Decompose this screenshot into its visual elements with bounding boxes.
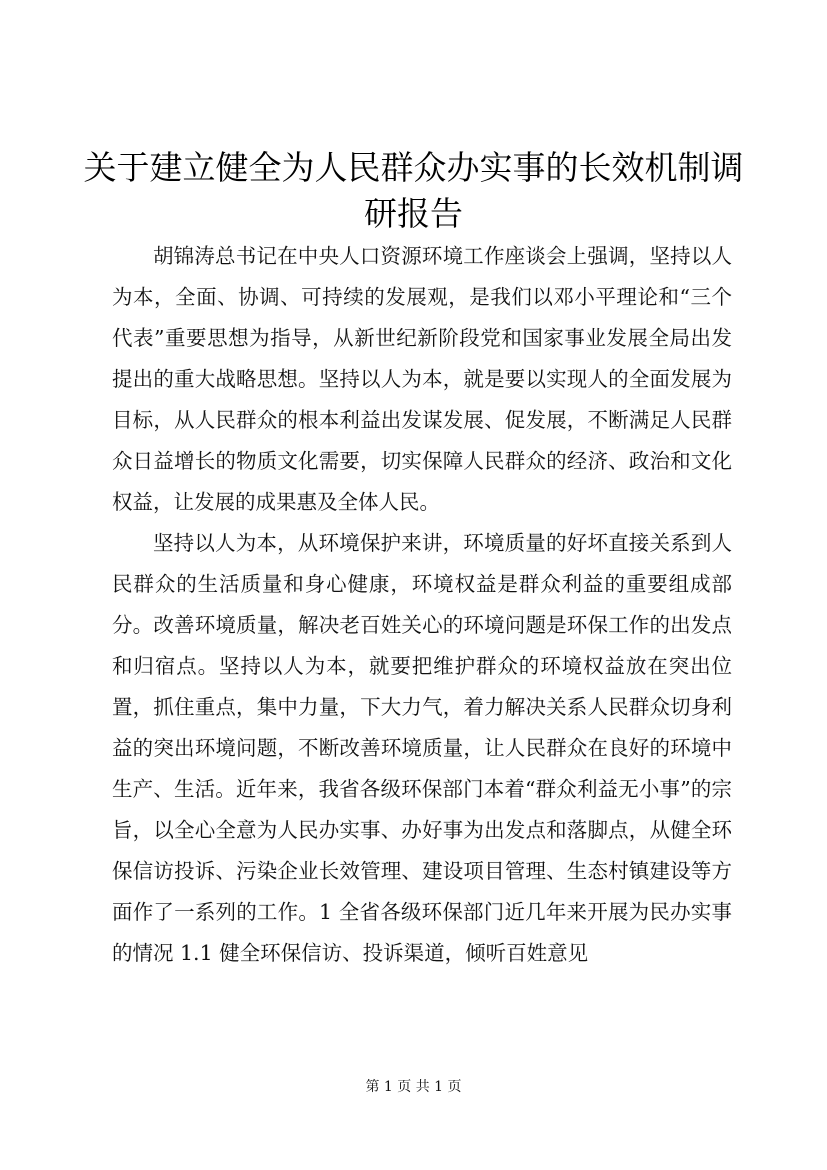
paragraph-2: 坚持以人为本，从环境保护来讲，环境质量的好坏直接关系到人民群众的生活质量和身心健康，环境权益是群众利益的重要组成部分。改善环境质量，解决老百姓关心的环境问题是环保工作的出发点和归宿点。坚持以人为本，就要把维护群众的环境权益放在突出位置，抓住重点，集中力量，下大力气，着力解决关系人民群众切身利益的突出环境问题，不断改善环境质量，让人民群众在良好的环境中生产、生活。近年来，我省各级环保部门本着“群众利益无小事”的宗旨，以全心全意为人民办实事、办好事为出发点和落脚点，从健全环保信访投诉、污染企业长效管理、建设项目管理、生态村镇建设等方面作了一系列的工作。1 全省各级环保部门近几年来开展为民办实事的情况 1.1 健全环保信访、投诉渠道，倾听百姓意见 (112, 531, 732, 965)
document-body (112, 236, 732, 974)
page-footer: 第 1 页 共 1 页 (365, 1079, 462, 1095)
document-title: 关于建立健全为人民群众办实事的长效机制调研报告 (83, 148, 744, 233)
paragraph-1: 胡锦涛总书记在中央人口资源环境工作座谈会上强调，坚持以人为本，全面、协调、可持续的发展观，是我们以邓小平理论和“三个代表”重要思想为指导，从新世纪新阶段党和国家事业发展全局出发提出的重大战略思想。坚持以人为本，就是要以实现人的全面发展为目标，从人民群众的根本利益出发谋发展、促发展，不断满足人民群众日益增长的物质文化需要，切实保障人民群众的经济、政治和文化权益，让发展的成果惠及全体人民。 (112, 244, 732, 514)
